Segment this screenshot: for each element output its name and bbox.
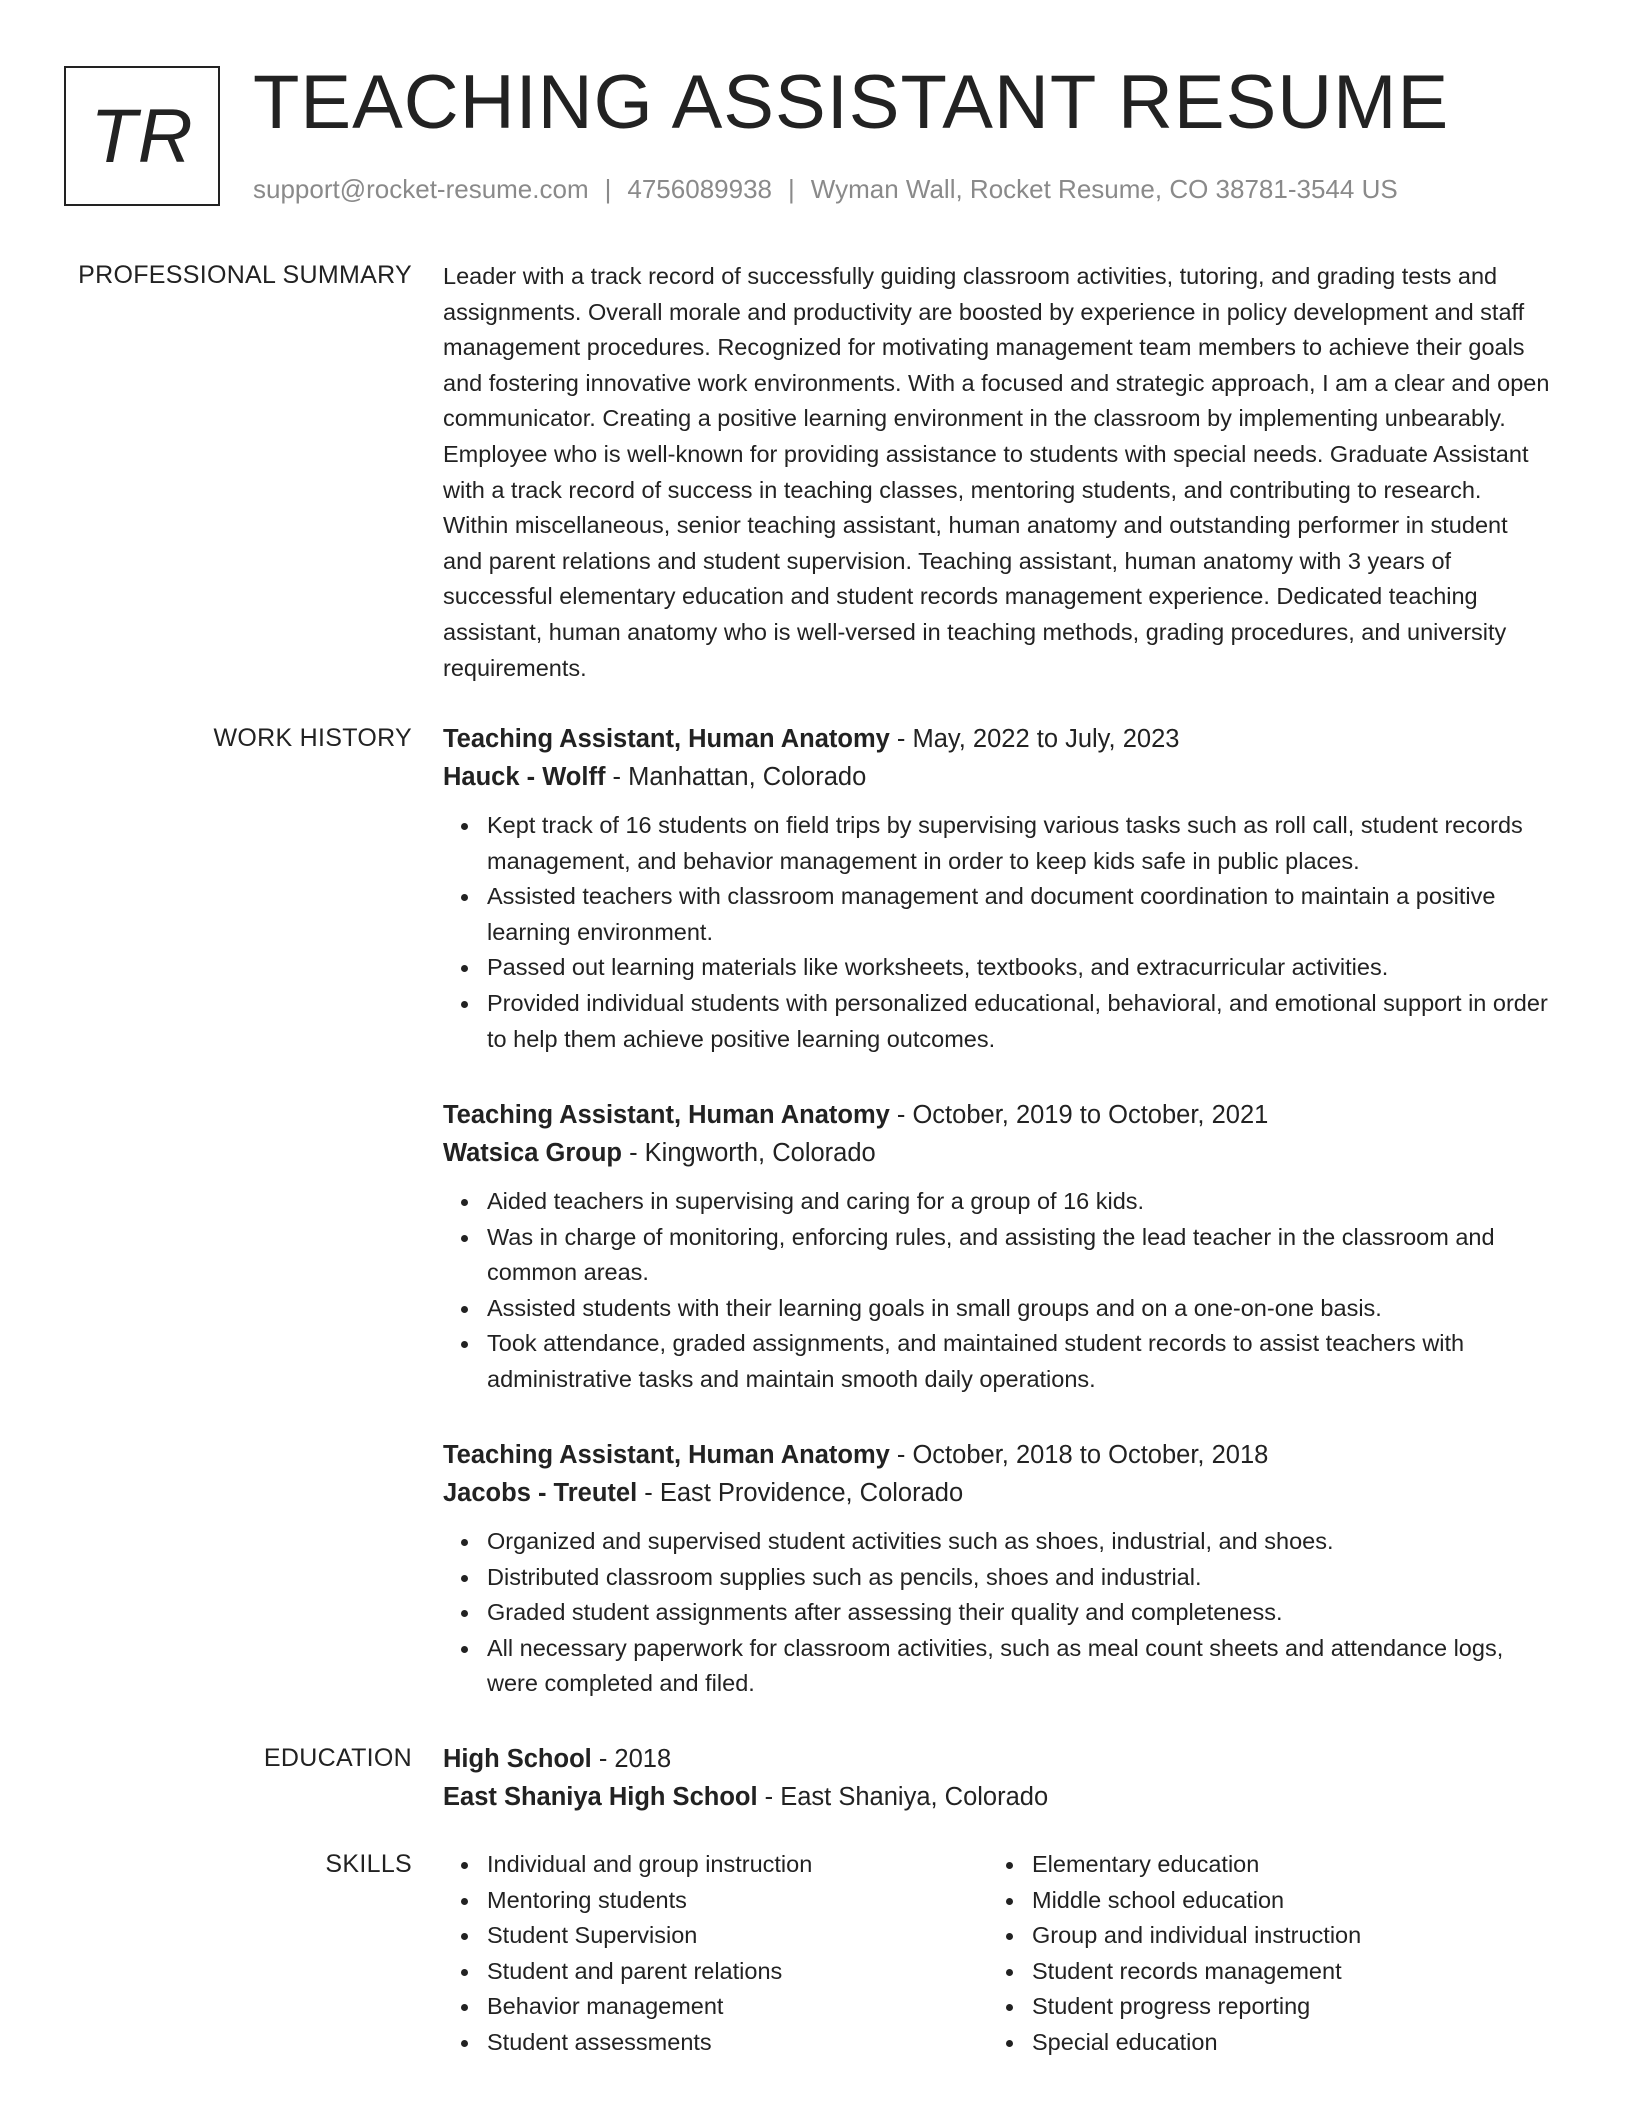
education-degree-line (443, 1740, 1553, 1778)
job-entry (443, 1436, 1553, 1702)
contact-phone: 4756089938 (627, 174, 772, 204)
education-school-line (443, 1778, 1553, 1816)
contact-email: support@rocket-resume.com (253, 174, 589, 204)
monogram-box (64, 66, 220, 206)
job-company-line (443, 1474, 1553, 1512)
skill-item: Elementary education (1032, 1847, 1552, 1883)
skill-item: Student records management (1032, 1954, 1552, 1990)
summary-text: Leader with a track record of successfully guiding classroom activities, tutoring, and grading tests and assignments. Overall morale and productivity are boosted by experience in policy development and staff management procedures. Recognized for motivating management team members to achieve their goals and fostering innovative work environments. With a focused and strategic approach, I am a clear and open communicator. Creating a positive learning environment in the classroom by implementing unbearably. Employee who is well-known for providing assistance to students with special needs. Graduate Assistant with a track record of success in teaching classes, mentoring students, and contributing to research. Within miscellaneous, senior teaching assistant, human anatomy and outstanding performer in student and parent relations and student supervision. Teaching assistant, human anatomy with 3 years of successful elementary education and student records management experience. Dedicated teaching assistant, human anatomy who is well-versed in teaching methods, grading procedures, and university requirements. (443, 263, 1550, 681)
job-company-line (443, 758, 1553, 796)
skills-list-right (988, 1847, 1552, 2061)
contact-address: Wyman Wall, Rocket Resume, CO 38781-3544 US (810, 174, 1398, 204)
section-heading-work-history: WORK HISTORY (213, 724, 412, 752)
skill-item: Individual and group instruction (487, 1847, 988, 1883)
skill-item: Mentoring students (487, 1883, 988, 1919)
job-bullet: Provided individual students with personalized educational, behavioral, and emotional support in order to help them achieve positive learning outcomes. (487, 986, 1553, 1057)
contact-line (253, 172, 1398, 206)
section-heading-education: EDUCATION (263, 1744, 412, 1772)
job-bullet: All necessary paperwork for classroom activities, such as meal count sheets and attendance logs, were completed and filed. (487, 1631, 1553, 1702)
job-dates: - October, 2018 to October, 2018 (889, 1441, 1269, 1469)
skills-list-left (443, 1847, 988, 2061)
job-entry (443, 720, 1553, 1057)
job-dates: - October, 2019 to October, 2021 (889, 1101, 1269, 1129)
education-school: East Shaniya High School (443, 1783, 758, 1811)
job-title: Teaching Assistant, Human Anatomy (443, 1441, 890, 1469)
job-location: - Kingworth, Colorado (622, 1139, 876, 1167)
job-location: - East Providence, Colorado (637, 1479, 964, 1507)
job-bullet: Was in charge of monitoring, enforcing rules, and assisting the lead teacher in the classroom and common areas. (487, 1220, 1553, 1291)
section-heading-summary: PROFESSIONAL SUMMARY (78, 261, 412, 289)
education-degree: High School (443, 1745, 592, 1773)
skill-item: Student and parent relations (487, 1954, 988, 1990)
education-location: - East Shaniya, Colorado (757, 1783, 1049, 1811)
job-location: - Manhattan, Colorado (605, 763, 867, 791)
job-company: Watsica Group (443, 1139, 622, 1167)
job-company-line (443, 1134, 1553, 1172)
skills-body (443, 1847, 1553, 2061)
job-entry (443, 1096, 1553, 1398)
job-bullet: Distributed classroom supplies such as pencils, shoes and industrial. (487, 1560, 1553, 1596)
job-bullet: Aided teachers in supervising and caring for a group of 16 kids. (487, 1184, 1553, 1220)
contact-separator: | (788, 174, 795, 204)
job-title: Teaching Assistant, Human Anatomy (443, 1101, 890, 1129)
skill-item: Group and individual instruction (1032, 1918, 1552, 1954)
job-title-line (443, 1436, 1553, 1474)
job-bullet: Kept track of 16 students on field trips by supervising various tasks such as roll call, student records management, and behavior management in order to keep kids safe in public places. (487, 808, 1553, 879)
job-dates: - May, 2022 to July, 2023 (889, 725, 1180, 753)
job-company: Jacobs - Treutel (443, 1479, 638, 1507)
section-heading-skills: SKILLS (325, 1850, 412, 1878)
summary-body (443, 259, 1553, 686)
job-bullet: Graded student assignments after assessing their quality and completeness. (487, 1595, 1553, 1631)
job-title: Teaching Assistant, Human Anatomy (443, 725, 890, 753)
job-bullet: Organized and supervised student activities such as shoes, industrial, and shoes. (487, 1524, 1553, 1560)
contact-separator: | (604, 174, 612, 204)
job-bullets (443, 808, 1553, 1057)
education-body (443, 1740, 1553, 1816)
resume-title: TEACHING ASSISTANT RESUME (253, 60, 1450, 145)
job-bullet: Assisted teachers with classroom management and document coordination to maintain a positive learning environment. (487, 879, 1553, 950)
job-bullet: Took attendance, graded assignments, and maintained student records to assist teachers with administrative tasks and maintain smooth daily operations. (487, 1326, 1553, 1397)
skill-item: Student progress reporting (1032, 1989, 1552, 2025)
job-bullet: Assisted students with their learning goals in small groups and on a one-on-one basis. (487, 1291, 1553, 1327)
job-title-line (443, 720, 1553, 758)
monogram-initials: TR (90, 93, 194, 179)
job-bullets (443, 1184, 1553, 1398)
job-title-line (443, 1096, 1553, 1134)
skill-item: Middle school education (1032, 1883, 1552, 1919)
skill-item: Student Supervision (487, 1918, 988, 1954)
education-year: - 2018 (591, 1745, 672, 1773)
skills-columns (443, 1847, 1553, 2061)
skill-item: Student assessments (487, 2025, 988, 2061)
skill-item: Behavior management (487, 1989, 988, 2025)
skill-item: Special education (1032, 2025, 1552, 2061)
job-company: Hauck - Wolff (443, 763, 606, 791)
job-bullet: Passed out learning materials like worksheets, textbooks, and extracurricular activities. (487, 950, 1553, 986)
job-bullets (443, 1524, 1553, 1702)
